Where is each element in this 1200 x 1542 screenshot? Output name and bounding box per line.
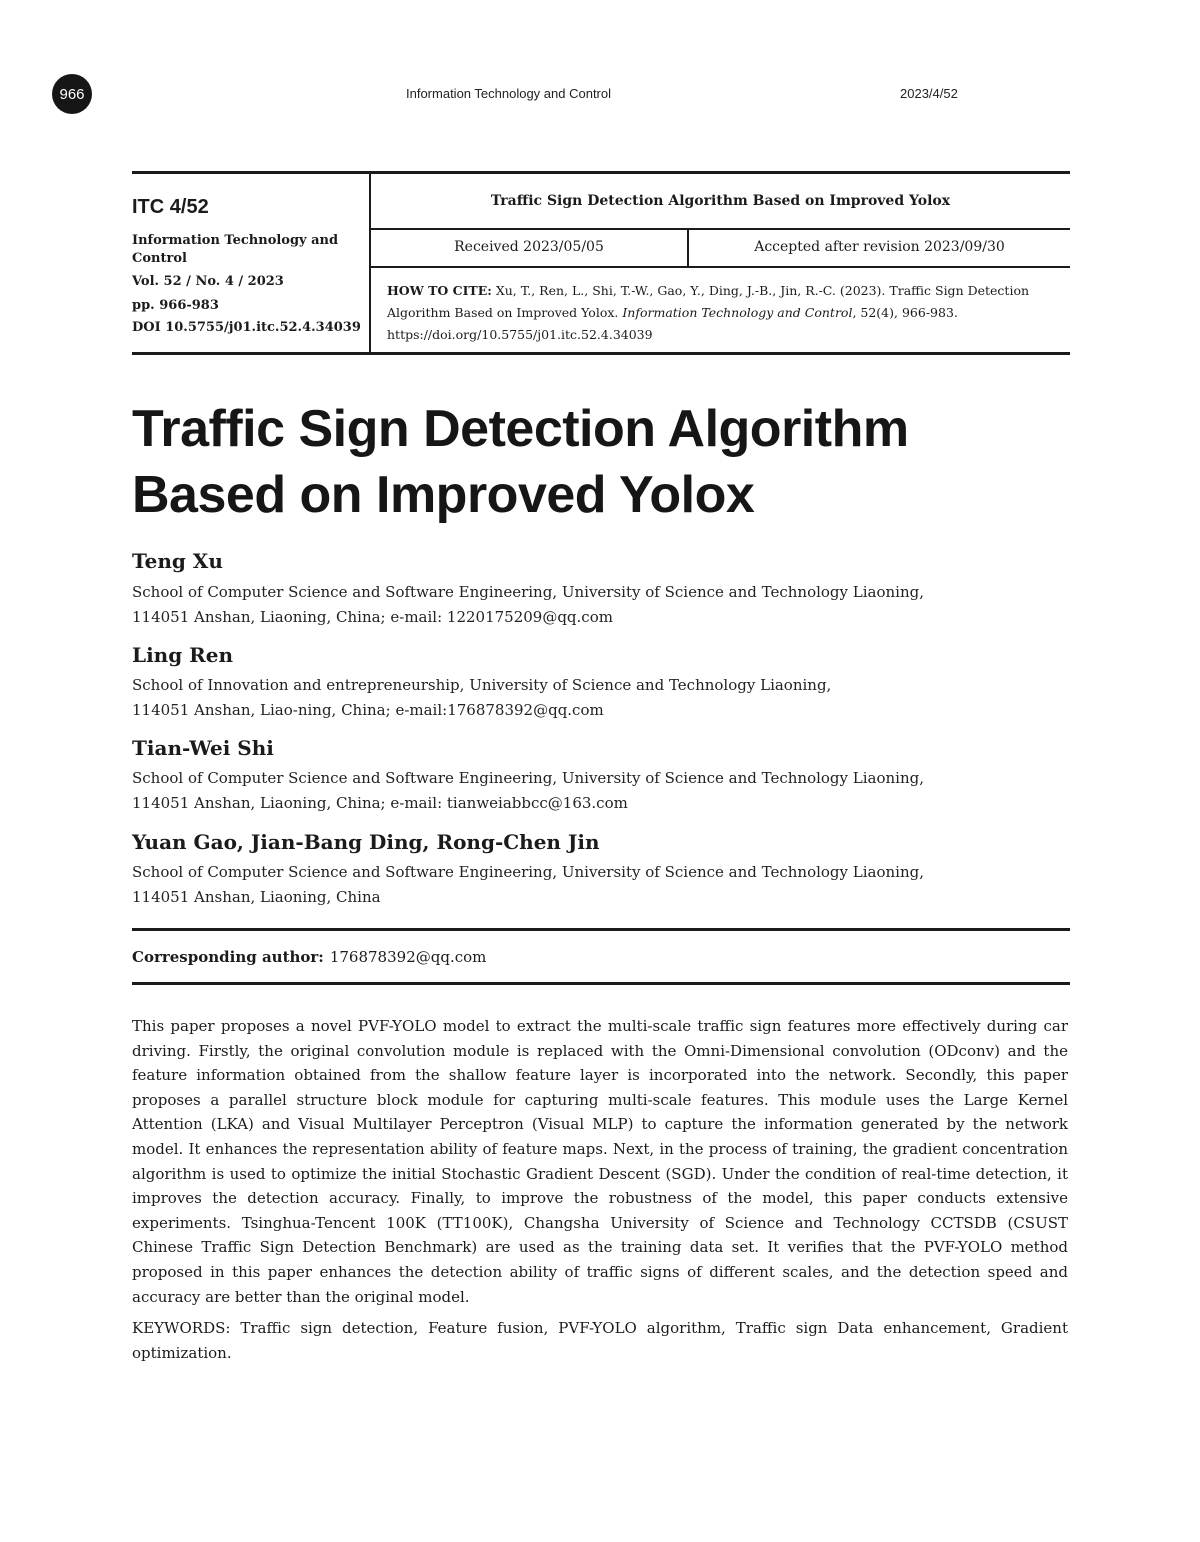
keywords-text: KEYWORDS: Traffic sign detection, Feature fusion, PVF-YOLO algorithm, Traffic sign Data enhancement, Gradient optimization.: [132, 1319, 1068, 1362]
cite-label: HOW TO CITE:: [387, 283, 492, 298]
author-name: Tian-Wei Shi: [132, 736, 274, 760]
cite-text: Xu, T., Ren, L., Shi, T.-W., Gao, Y., Ding, J.-B., Jin, R.-C. (2023). Traffic Sign Detection Algorithm Based on Improved Yolox.: [387, 283, 1030, 320]
author-affiliation: [132, 766, 1072, 816]
author-affiliation: [132, 580, 1072, 630]
cite-journal: Information Technology and Control: [622, 305, 853, 320]
affiliation-line: School of Computer Science and Software Engineering, University of Science and Technology Liaoning,: [132, 583, 924, 601]
author-affiliation: [132, 673, 1072, 723]
paper-title: Traffic Sign Detection Algorithm Based on Improved Yolox: [132, 400, 909, 524]
author-name: Yuan Gao, Jian-Bang Ding, Rong-Chen Jin: [132, 830, 600, 854]
article-info-box: [132, 171, 1070, 355]
article-meta-panel: [371, 174, 1070, 352]
dates-row: [371, 228, 1070, 268]
doi-line[interactable]: DOI 10.5755/j01.itc.52.4.34039: [132, 320, 361, 335]
accepted-date: Accepted after revision 2023/09/30: [754, 239, 1005, 255]
affiliation-line: School of Computer Science and Software Engineering, University of Science and Technology Liaoning,: [132, 863, 924, 881]
corresponding-label: Corresponding author:: [132, 947, 324, 966]
running-header-journal: Information Technology and Control: [406, 86, 611, 101]
corresponding-email[interactable]: 176878392@qq.com: [329, 947, 487, 966]
itc-label: ITC 4/52: [132, 196, 209, 218]
affiliation-line: 114051 Anshan, Liao-ning, China; e-mail:176878392@qq.com: [132, 701, 604, 719]
affiliation-line: School of Computer Science and Software Engineering, University of Science and Technology Liaoning,: [132, 769, 924, 787]
affiliation-line: 114051 Anshan, Liaoning, China; e-mail: 1220175209@qq.com: [132, 608, 613, 626]
journal-name: Information Technology and Control: [132, 233, 339, 266]
journal-meta-panel: [132, 174, 371, 352]
cite-tail[interactable]: , 52(4), 966-983. https://doi.org/10.5755/j01.itc.52.4.34039: [387, 305, 958, 342]
page-number-badge: 966: [52, 74, 92, 114]
affiliation-line: 114051 Anshan, Liaoning, China; e-mail: tianweiabbcc@163.com: [132, 794, 628, 812]
author-name: Ling Ren: [132, 643, 234, 667]
affiliation-line: School of Innovation and entrepreneurship, University of Science and Technology Liaoning,: [132, 676, 832, 694]
author-name: Teng Xu: [132, 549, 223, 573]
pages-line: pp. 966-983: [132, 298, 219, 313]
volume-line: Vol. 52 / No. 4 / 2023: [132, 274, 284, 289]
running-header-issue: 2023/4/52: [900, 86, 958, 101]
box-article-title: Traffic Sign Detection Algorithm Based on Improved Yolox: [371, 174, 1070, 230]
corresponding-author-box: [132, 928, 1070, 985]
affiliation-line: 114051 Anshan, Liaoning, China: [132, 888, 381, 906]
how-to-cite: [387, 280, 1062, 346]
abstract-text: This paper proposes a novel PVF-YOLO model to extract the multi-scale traffic sign features more effectively during car driving. Firstly, the original convolution module is replaced with the Omni-Dimensional convolution (ODconv) and the feature information obtained from the shallow feature layer is incorporated into the network. Secondly, this paper proposes a parallel structure block module for capturing multi-scale features. This module uses the Large Kernel Attention (LKA) and Visual Multilayer Perceptron (Visual MLP) to capture the information generated by the network model. It enhances the representation ability of feature maps. Next, in the process of training, the gradient concentration algorithm is used to optimize the initial Stochastic Gradient Descent (SGD). Under the condition of real-time detection, it improves the detection accuracy. Finally, to improve the robustness of the model, this paper conducts extensive experiments. Tsinghua-Tencent 100K (TT100K), Changsha University of Science and Technology CCTSDB (CSUST Chinese Traffic Sign Detection Benchmark) are used as the training data set. It verifies that the PVF-YOLO method proposed in this paper enhances the detection ability of traffic signs of different scales, and the detection speed and accuracy are better than the original model.: [132, 1017, 1068, 1306]
author-affiliation: [132, 860, 1072, 910]
received-date: Received 2023/05/05: [371, 228, 689, 266]
